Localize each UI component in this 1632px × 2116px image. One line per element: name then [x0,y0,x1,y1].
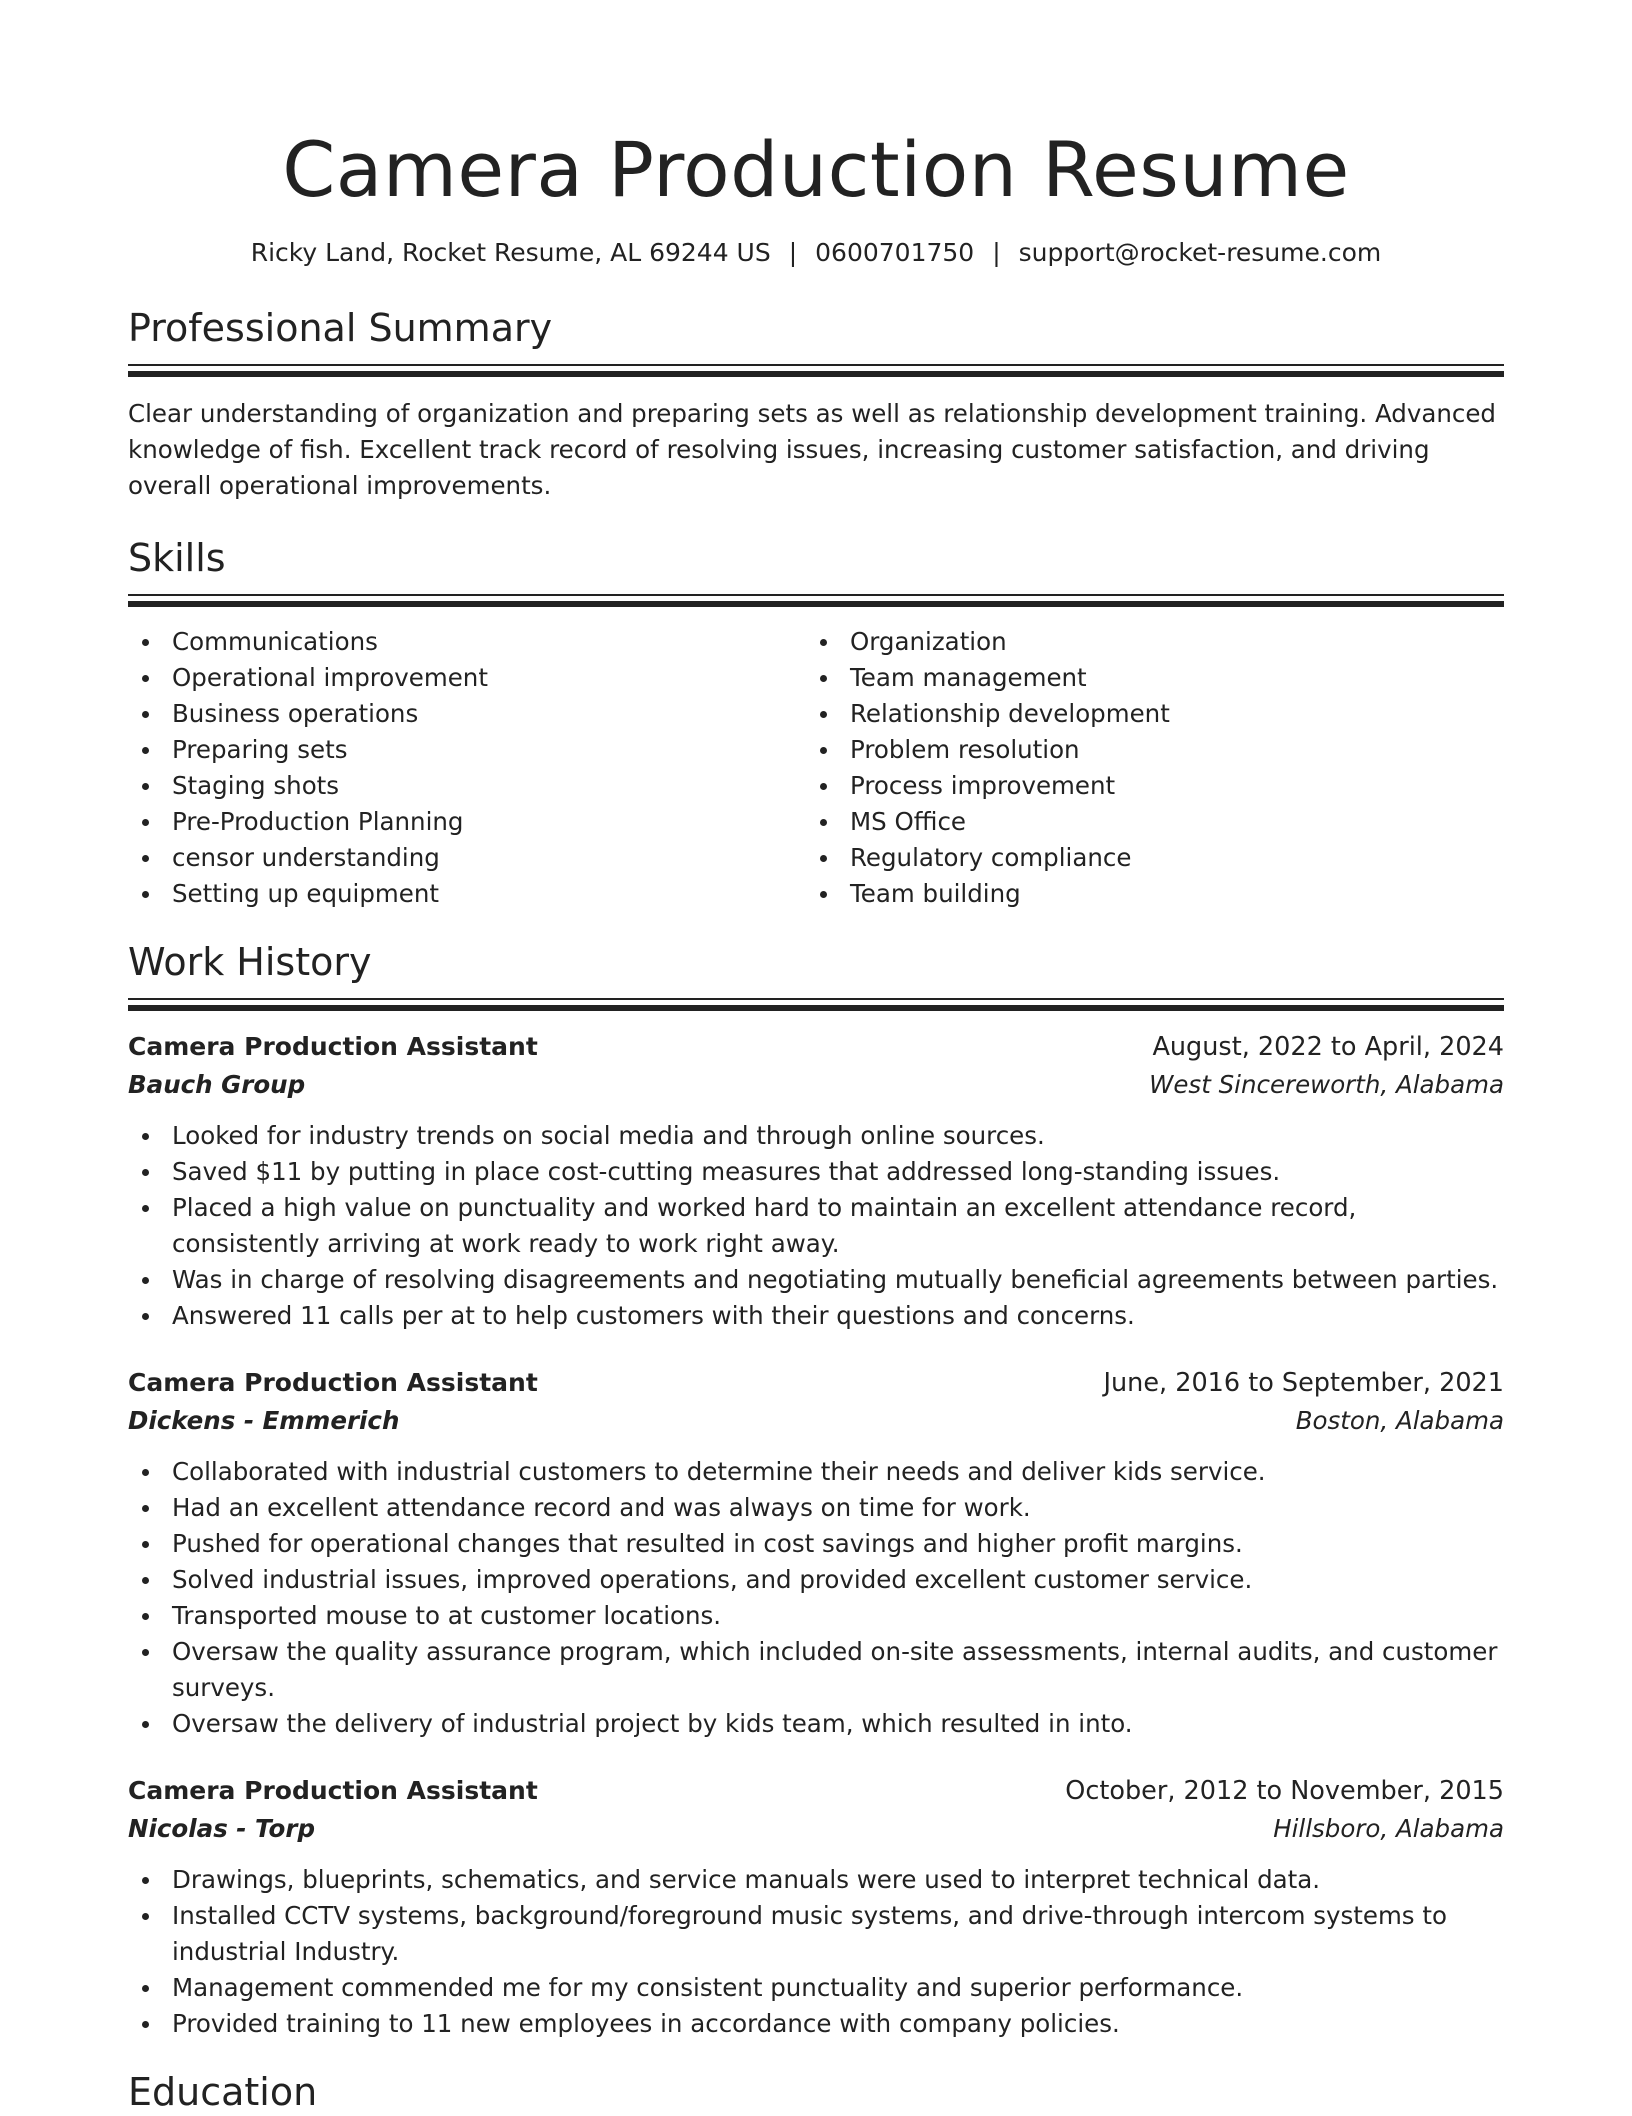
job-company: Dickens - Emmerich [128,1406,400,1435]
contact-separator: | [992,238,1001,267]
job-bullets [128,1454,1504,1742]
work-history-section [128,938,1504,2042]
job-bullet: Management commended me for my consistent punctuality and superior performance. [172,1970,1504,2006]
job-bullet: Installed CCTV systems, background/foreground music systems, and drive-through intercom systems to industrial Industry. [172,1898,1504,1970]
skills-section [128,534,1504,912]
skill-item: Problem resolution [850,732,1484,768]
job-bullet: Provided training to 11 new employees in accordance with company policies. [172,2006,1504,2042]
education-section [128,2068,1504,2116]
skill-item: Setting up equipment [172,876,806,912]
job-location: Hillsboro, Alabama [1273,1814,1504,1843]
job-entry [128,1772,1504,2042]
skill-item: Relationship development [850,696,1484,732]
resume-page [128,0,1504,2116]
skill-item: Business operations [172,696,806,732]
contact-address: Ricky Land, Rocket Resume, AL 69244 US [250,238,771,267]
job-title: Camera Production Assistant [128,1776,538,1805]
skill-item: Organization [850,624,1484,660]
skill-item: Process improvement [850,768,1484,804]
job-subheader-row [128,1066,1504,1104]
skill-item: MS Office [850,804,1484,840]
job-bullets [128,1118,1504,1334]
job-bullet: Oversaw the delivery of industrial project by kids team, which resulted in into. [172,1706,1504,1742]
skill-item: censor understanding [172,840,806,876]
education-heading: Education [128,2070,318,2114]
job-bullet: Was in charge of resolving disagreements and negotiating mutually beneficial agreements between parties. [172,1262,1504,1298]
skill-item: Pre-Production Planning [172,804,806,840]
job-bullet: Saved $11 by putting in place cost-cutting measures that addressed long-standing issues. [172,1154,1504,1190]
work-history-heading: Work History [128,940,372,984]
job-dates: June, 2016 to September, 2021 [1103,1368,1504,1398]
job-dates: October, 2012 to November, 2015 [1065,1776,1504,1806]
job-bullet: Looked for industry trends on social media and through online sources. [172,1118,1504,1154]
job-dates: August, 2022 to April, 2024 [1152,1032,1504,1062]
job-header-row [128,1772,1504,1810]
contact-email: support@rocket-resume.com [1018,238,1382,267]
job-company: Nicolas - Torp [128,1814,316,1843]
job-bullet: Answered 11 calls per at to help customers with their questions and concerns. [172,1298,1504,1334]
section-divider [128,364,1504,380]
skill-item: Team building [850,876,1484,912]
skill-item: Staging shots [172,768,806,804]
job-bullet: Transported mouse to at customer locations. [172,1598,1504,1634]
skills-columns [128,624,1504,912]
summary-text: Clear understanding of organization and preparing sets as well as relationship development training. Advanced knowledge of fish. Excellent track record of resolving issues, increasing customer satisfaction, and driving overall operational improvements. [128,399,1496,500]
job-location: West Sincereworth, Alabama [1149,1070,1504,1099]
contact-phone: 0600701750 [815,238,975,267]
job-bullet: Drawings, blueprints, schematics, and service manuals were used to interpret technical data. [172,1862,1504,1898]
job-bullet: Had an excellent attendance record and was always on time for work. [172,1490,1504,1526]
skill-item: Operational improvement [172,660,806,696]
job-header-row [128,1364,1504,1402]
skill-item: Team management [850,660,1484,696]
contact-separator: | [788,238,798,267]
job-entry [128,1028,1504,1334]
skills-heading: Skills [128,536,226,580]
page-title: Camera Production Resume [282,125,1350,214]
job-location: Boston, Alabama [1295,1406,1504,1435]
job-subheader-row [128,1402,1504,1440]
job-subheader-row [128,1810,1504,1848]
contact-line [128,236,1504,270]
job-company: Bauch Group [128,1070,306,1099]
job-bullet: Collaborated with industrial customers to determine their needs and deliver kids service. [172,1454,1504,1490]
summary-section [128,304,1504,504]
summary-heading: Professional Summary [128,306,553,350]
section-divider [128,594,1504,610]
skill-item: Regulatory compliance [850,840,1484,876]
job-bullet: Pushed for operational changes that resulted in cost savings and higher profit margins. [172,1526,1504,1562]
skill-item: Communications [172,624,806,660]
job-header-row [128,1028,1504,1066]
section-divider [128,998,1504,1014]
job-bullet: Solved industrial issues, improved operations, and provided excellent customer service. [172,1562,1504,1598]
job-bullet: Oversaw the quality assurance program, which included on-site assessments, internal audits, and customer surveys. [172,1634,1504,1706]
job-title: Camera Production Assistant [128,1032,538,1061]
job-bullet: Placed a high value on punctuality and worked hard to maintain an excellent attendance record, consistently arriving at work ready to work right away. [172,1190,1504,1262]
skill-item: Preparing sets [172,732,806,768]
job-title: Camera Production Assistant [128,1368,538,1397]
job-entry [128,1364,1504,1742]
skills-right-column [806,624,1484,912]
skills-left-column [128,624,806,912]
job-bullets [128,1862,1504,2042]
